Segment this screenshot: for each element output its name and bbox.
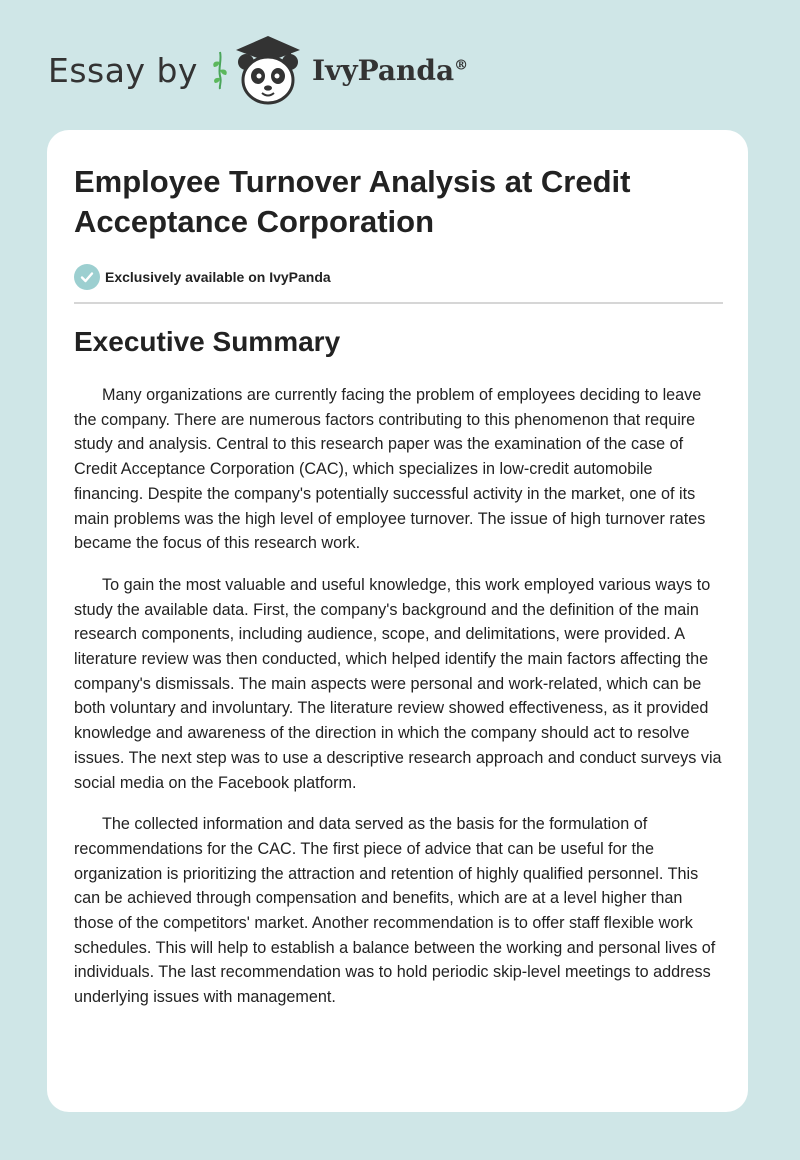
panda-logo-icon	[230, 32, 306, 108]
site-header	[48, 30, 468, 110]
ivypanda-logo-link[interactable]	[210, 32, 468, 108]
section-title: Executive Summary	[74, 326, 341, 357]
essay-title: Employee Turnover Analysis at Credit Acceptance Corporation	[74, 164, 631, 239]
essay-body	[74, 383, 724, 1027]
paragraph: To gain the most valuable and useful knowledge, this work employed various ways to study the available data. First, the company's background and the definition of the main research components, including audience, scope, and delimitations, were provided. A literature review was then conducted, which helped identify the main factors affecting the company's dismissals. The main aspects were personal and work-related, which can be both voluntary and involuntary. The literature review showed effectiveness, as it provided knowledge and awareness of the direction in which the company should act to resolve issues. The next step was to use a descriptive research approach and conduct surveys via social media on the Facebook platform.	[74, 575, 722, 792]
ivy-leaf-icon	[210, 50, 230, 90]
divider	[74, 302, 723, 304]
essay-by-label: Essay by	[48, 50, 198, 90]
brand-name: IvyPanda®	[311, 53, 469, 87]
exclusive-badge-label: Exclusively available on IvyPanda	[105, 269, 331, 285]
essay-card	[47, 130, 748, 1112]
checkmark-icon	[74, 264, 100, 290]
registered-mark: ®	[454, 57, 469, 74]
exclusive-badge	[74, 264, 331, 290]
paragraph: The collected information and data served as the basis for the formulation of recommendations for the CAC. The first piece of advice that can be useful for the organization is prioritizing the attraction and retention of highly qualified personnel. This can be achieved through compensation and benefits, which are at a level higher than those of the competitors' market. Another recommendation is to offer staff flexible work schedules. This will help to establish a balance between the working and personal lives of individuals. The last recommendation was to hold periodic skip-level meetings to address underlying issues with management.	[74, 815, 716, 1007]
paragraph: Many organizations are currently facing the problem of employees deciding to leave the company. There are numerous factors contributing to this phenomenon that require study and analysis. Central to this research paper was the examination of the case of Credit Acceptance Corporation (CAC), which specializes in low-credit automobile financing. Despite the company's potentially successful activity in the market, one of its main problems was the high level of employee turnover. The issue of high turnover rates became the focus of this research work.	[74, 386, 706, 553]
